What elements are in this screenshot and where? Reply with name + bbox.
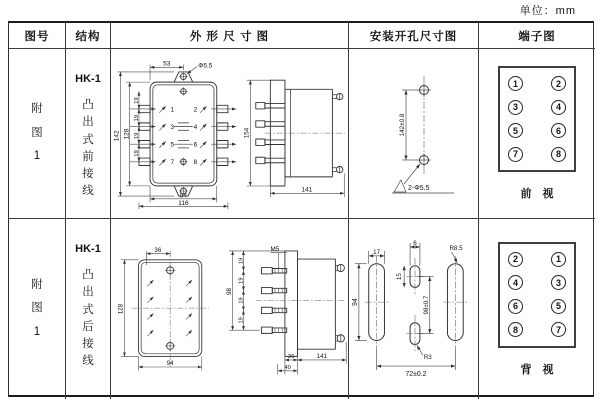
dim-slot-height: 94: [351, 298, 359, 306]
terminal-circle: 2: [508, 252, 523, 267]
dim-top-width: 53: [162, 59, 170, 67]
terminal-number: 2: [193, 105, 197, 113]
unit-label: 单位：mm: [519, 5, 576, 17]
relay-rear-side-body: [256, 250, 346, 355]
header-install: 安装开孔尺寸图: [349, 23, 479, 49]
dim-pitch: 19: [238, 277, 245, 284]
view-label: 背 视: [520, 363, 558, 376]
header-structure: 结构: [66, 23, 111, 49]
dimension-lines: [120, 251, 201, 370]
dim-slot-width: 17: [372, 248, 380, 256]
dim-outer-radius: R8.5: [448, 244, 463, 252]
terminal-number: 3: [169, 123, 174, 131]
terminal-circle: 4: [508, 275, 523, 290]
dimension-table: [8, 21, 594, 397]
dim-pitch: 19: [133, 96, 140, 104]
dim-bottom-width: 94: [166, 360, 174, 368]
dim-bottom-outer: 116: [177, 199, 189, 207]
terminal-circle: 2: [551, 76, 566, 91]
dim-height: 128: [117, 303, 125, 315]
install-slots-drawing: [351, 236, 477, 382]
terminal-number: 7: [169, 158, 174, 166]
terminal-circle: 7: [508, 147, 523, 162]
terminal-circle: 8: [508, 322, 523, 337]
dim-height: 154: [242, 127, 250, 138]
dim-bottom-inner: 94: [179, 191, 187, 199]
view-label: 前 视: [520, 188, 558, 200]
install-cell-2: [349, 219, 479, 399]
structure-cell-2: [66, 219, 111, 399]
terminal-number: 1: [169, 105, 174, 113]
dim-height-inner: 128: [122, 128, 130, 139]
model-1: HK-1: [75, 73, 101, 85]
terminal-cell-1: [479, 49, 595, 219]
dimension-lines: [392, 90, 454, 193]
header-figure-no: 图号: [9, 23, 66, 49]
rear-view-drawing: [112, 244, 216, 374]
front-view-drawing: [113, 58, 239, 210]
dim-hole-dia: Φ5.5: [197, 61, 212, 69]
terminal-circle: 3: [551, 275, 566, 290]
terminal-circle: 1: [551, 252, 566, 267]
dim-v-spacing: 142±0.8: [398, 113, 406, 136]
dim-thread: M5: [269, 245, 279, 253]
dim-height: 98: [225, 287, 233, 295]
outline-cell-1: [111, 49, 349, 219]
slots: [364, 256, 466, 352]
terminal-circle: 6: [551, 123, 566, 138]
install-holes-drawing: [366, 66, 462, 202]
figure-no-cell-1: [9, 49, 66, 219]
terminal-circle: 4: [551, 100, 566, 115]
figure-no-1: 附图1: [31, 103, 43, 163]
dim-holes-label: 2-Φ5.5: [407, 184, 430, 192]
relay-side-body: [255, 80, 344, 186]
terminal-circle: 3: [508, 100, 523, 115]
dim-v-spacing: 98±0.7: [422, 295, 430, 315]
dim-depth: 141: [301, 185, 312, 193]
figure-no-2: 附图1: [31, 278, 43, 338]
dim-height-outer: 142: [113, 129, 121, 141]
dim-stud-depth: 40: [283, 364, 291, 371]
dim-center-slot-width: 6: [412, 240, 417, 248]
structure-type-2: 凸出式后接线: [82, 269, 94, 368]
outline-cell-2: [111, 219, 349, 399]
terminal-circle: 1: [508, 76, 523, 91]
dim-pitch: 19: [133, 114, 140, 121]
terminal-diagram: [498, 242, 576, 348]
dim-pitch: 19: [133, 132, 140, 139]
terminal-number: 5: [169, 141, 174, 149]
terminal-number: 8: [193, 158, 197, 166]
terminal-circle: 8: [551, 147, 566, 162]
structure-type-1: 凸出式前接线: [82, 99, 94, 198]
terminal-number: 4: [193, 123, 197, 131]
dim-inner-radius: R3: [423, 354, 432, 362]
header-terminal: 端子图: [479, 23, 595, 49]
figure-no-cell-2: [9, 219, 66, 399]
dim-pitch: 19: [238, 257, 245, 264]
dim-pitch: 19: [238, 296, 245, 304]
dim-h-spacing: 72±0.2: [404, 370, 426, 378]
dim-flange-depth: 30: [287, 353, 294, 360]
header-outline: 外 形 尺 寸 图: [111, 23, 349, 49]
rear-side-view-drawing: [220, 241, 348, 378]
structure-cell-1: [66, 49, 111, 219]
dim-depth: 141: [316, 352, 327, 360]
dim-center-slot-height: 15: [395, 273, 403, 280]
terminal-stubs: [129, 105, 236, 165]
side-view-drawing: [243, 69, 347, 199]
model-2: HK-1: [75, 243, 101, 255]
relay-rear-body: [131, 251, 208, 367]
dim-pitch: 19: [238, 316, 245, 323]
dim-pitch: 19: [133, 149, 140, 157]
terminal-cell-2: [479, 219, 595, 399]
terminal-circle: 5: [551, 299, 566, 314]
terminal-diagram: [498, 66, 576, 172]
dimension-lines: [354, 243, 456, 370]
terminal-circle: 6: [508, 299, 523, 314]
relay-body: [150, 71, 217, 195]
install-cell-1: [349, 49, 479, 219]
dim-top-offset: 36: [153, 246, 161, 254]
terminal-number: 6: [193, 141, 197, 149]
terminal-circle: 7: [551, 322, 566, 337]
terminal-circle: 5: [508, 123, 523, 138]
